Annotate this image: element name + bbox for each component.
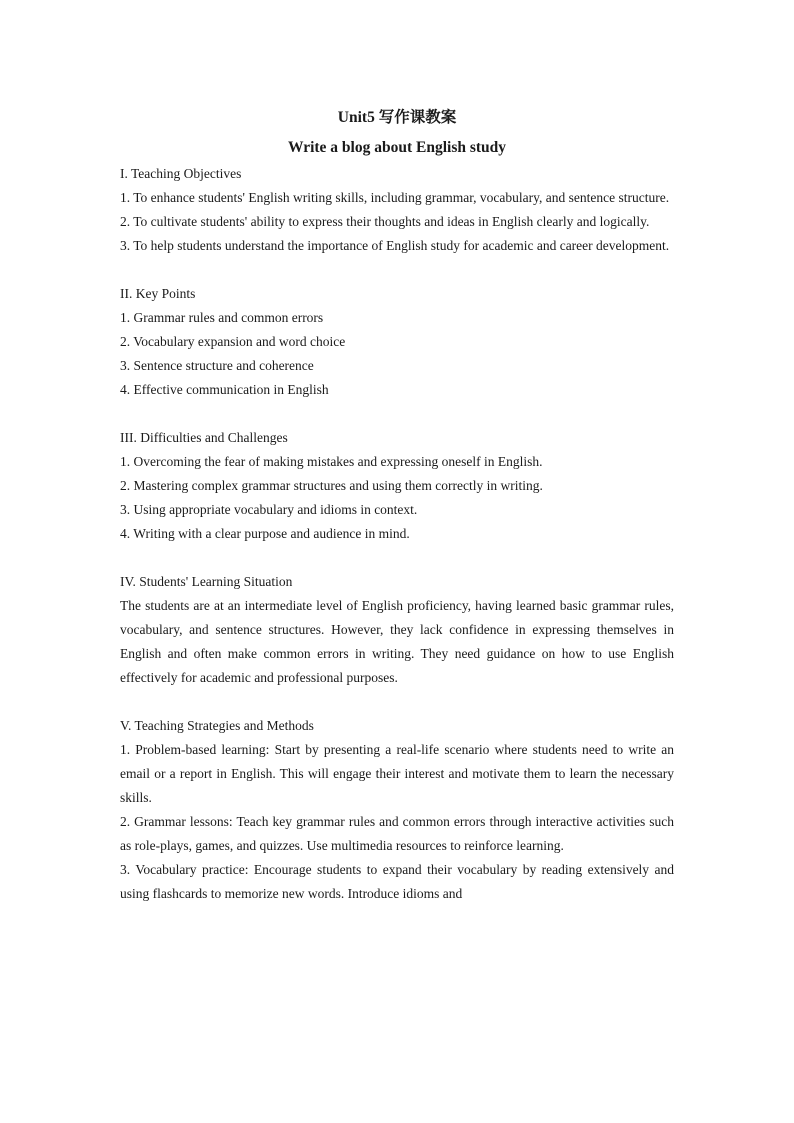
section-spacer: [120, 690, 674, 714]
list-item: 4. Effective communication in English: [120, 382, 329, 397]
section-heading-objectives: I. Teaching Objectives: [120, 166, 242, 181]
section-spacer: [120, 402, 674, 426]
section-spacer: [120, 258, 674, 282]
list-item: 1. To enhance students' English writing skills, including grammar, vocabulary, and sentence structure.: [120, 190, 670, 205]
section-heading-strategies: V. Teaching Strategies and Methods: [120, 718, 314, 733]
list-item: 1. Grammar rules and common errors: [120, 310, 324, 325]
section-heading-difficulties: III. Difficulties and Challenges: [120, 430, 288, 445]
section-spacer: [120, 546, 674, 570]
list-item: 2. Grammar lessons: Teach key grammar rules and common errors through interactive activities such as role-plays, games, and quizzes. Use multimedia resources to reinforce learning.: [120, 814, 674, 853]
section-heading-key-points: II. Key Points: [120, 286, 196, 301]
document-subtitle: Write a blog about English study: [287, 139, 507, 156]
list-item: 2. Mastering complex grammar structures and using them correctly in writing.: [120, 478, 543, 493]
list-item: 4. Writing with a clear purpose and audience in mind.: [120, 526, 410, 541]
section-heading-learning-situation: IV. Students' Learning Situation: [120, 574, 293, 589]
list-item: 2. To cultivate students' ability to express their thoughts and ideas in English clearly and logically.: [120, 214, 650, 229]
list-item: 3. Sentence structure and coherence: [120, 358, 314, 373]
list-item: 3. To help students understand the importance of English study for academic and career development.: [120, 238, 670, 253]
list-item: 1. Overcoming the fear of making mistakes and expressing oneself in English.: [120, 454, 543, 469]
list-item: 3. Vocabulary practice: Encourage students to expand their vocabulary by reading extensively and using flashcards to memorize new words. Introduce idioms and: [120, 862, 674, 901]
list-item: 1. Problem-based learning: Start by presenting a real-life scenario where students need to write an email or a report in English. This will engage their interest and motivate them to learn the necessary skills.: [120, 742, 674, 805]
list-item: 3. Using appropriate vocabulary and idioms in context.: [120, 502, 418, 517]
list-item: 2. Vocabulary expansion and word choice: [120, 334, 346, 349]
document-title: Unit5 写作课教案: [337, 109, 457, 126]
paragraph: The students are at an intermediate level of English proficiency, having learned basic grammar rules, vocabulary, and sentence structures. However, they lack confidence in expressing themselves in English and often make common errors in writing. They need guidance on how to use English effectively for academic and professional purposes.: [120, 598, 674, 685]
document-page: [120, 104, 674, 906]
